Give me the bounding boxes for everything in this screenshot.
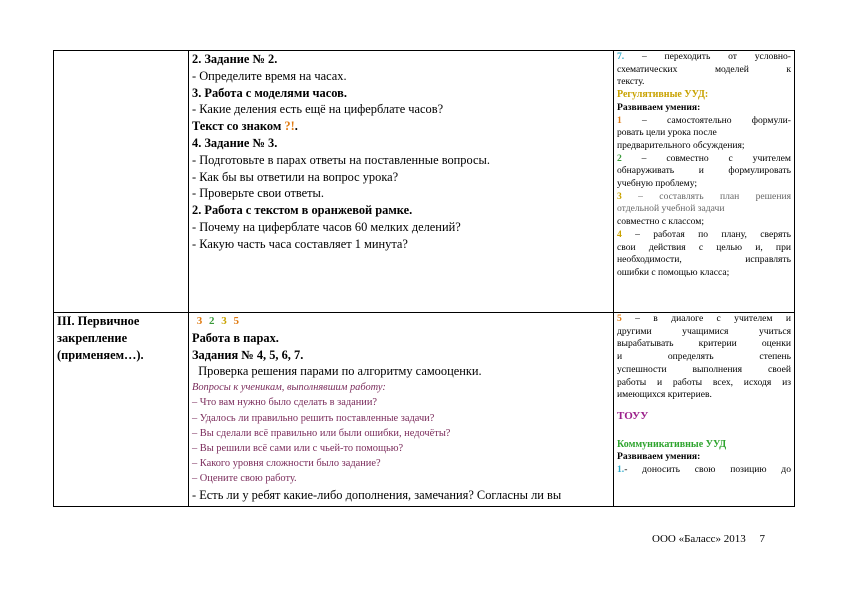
additions-line: - Есть ли у ребят какие-либо дополнения, замечания? Согласны ли вы [192,487,562,502]
clock-question: - Какие деления есть ещё на циферблате часов? [192,102,444,117]
item-5-line-4: и определять степень [617,351,791,363]
stage-cell [54,313,189,507]
footer-company: ООО «Баласс» 2013 [652,533,746,545]
item-5-line-3: вырабатывать критерии оценки [617,338,791,350]
item-1-line-2: ровать цели урока после [617,127,717,139]
uud-cell [614,313,795,507]
uud-digits: 3 2 3 5 [196,315,241,327]
task-3-line-1: - Подготовьте в парах ответы на поставленные вопросы. [192,152,490,167]
item-5-line-7: имеющихся критериев. [617,389,712,401]
sign-mark: ?! [284,119,295,134]
check-line: Проверка решения парами по алгоритму самооценки. [192,364,482,379]
stage-title-line-1: III. Первичное [57,314,140,328]
orange-frame-q2: - Какую часть часа составляет 1 минута? [192,236,408,251]
develop-label: Развиваем умения: [617,101,701,113]
page-footer [652,533,765,545]
stage-cell-empty [54,51,189,313]
stage-title-line-2: закрепление [57,331,128,345]
item-3-line-1: 3 – составлять план решения [617,190,791,202]
task-3-line-2: - Как бы вы ответили на вопрос урока? [192,169,399,184]
comm-item-1-line: 1.- доносить свою позицию до [617,464,791,476]
item-3-line-2: отдельной учебной задачи [617,203,725,215]
item-5-line-5: успешности выполнения своей [617,363,791,375]
question-item: – Что вам нужно было сделать в задании? [192,397,378,409]
activity-cell [189,51,614,313]
uud-cell [614,51,795,313]
orange-frame-q1: - Почему на циферблате часов 60 мелких делений? [192,219,461,234]
questions-heading: Вопросы к ученикам, выполнявшим работу: [192,382,386,394]
item-2-line-2: обнаруживать и формулировать [617,165,791,177]
activity-cell [189,313,614,507]
regulative-heading: Регулятивные УУД: [617,89,709,101]
table-row [54,51,795,313]
item-4-line-2: свои действия с целью и, при [617,241,791,253]
develop-label: Развиваем умения: [617,451,701,463]
lesson-table [53,50,795,507]
table-row [54,313,795,507]
question-item: – Оцените свою работу. [192,473,297,485]
item-7-line-1: 7. – переходить от условно- [617,51,791,62]
task-2-line: - Определите время на часах. [192,68,347,83]
task-3-line-3: - Проверьте свои ответы. [192,186,324,201]
item-7-line-2: схематических моделей к [617,63,791,75]
stage-title-line-3: (применяем…). [57,348,144,362]
sign-text-heading: Текст со знаком ?!. [192,119,298,134]
question-item: – Какого уровня сложности было задание? [192,458,381,470]
item-1-line-3: предварительного обсуждения; [617,139,745,151]
item-2-line-1: 2 – совместно с учителем [617,152,791,164]
item-4-line-4: ошибки с помощью класса; [617,266,730,278]
item-7-line-3: тексту. [617,76,645,88]
item-4-line-3: необходимости, исправлять [617,254,791,266]
item-5-line-6: работы и работы всех, исходя из [617,376,791,388]
item-5-line-1: 5 – в диалоге с учителем и [617,313,791,324]
pair-work-heading: Работа в парах. [192,330,279,345]
clock-models-heading: 3. Работа с моделями часов. [192,85,347,100]
item-1-line-1: 1 – самостоятельно формули- [617,114,791,126]
item-4-line-1: 4 – работая по плану, сверять [617,228,791,240]
task-2-heading: 2. Задание № 2. [192,52,278,66]
toyu-label: ТОУУ [617,409,649,422]
tasks-heading: Задания № 4, 5, 6, 7. [192,347,304,362]
item-5-line-2: другими учащимися учиться [617,325,791,337]
question-item: – Вы сделали всё правильно или были ошибки, недочёты? [192,427,451,439]
question-item: – Вы решили всё сами или с чьей-то помощью? [192,443,404,454]
task-3-heading: 4. Задание № 3. [192,135,278,150]
page-number: 7 [759,533,766,545]
orange-frame-heading: 2. Работа с текстом в оранжевой рамке. [192,203,413,218]
item-3-line-3: совместно с классом; [617,216,704,228]
question-item: – Удалось ли правильно решить поставленные задачи? [192,412,435,424]
item-2-line-3: учебную проблему; [617,178,698,190]
communicative-heading: Коммуникативные УУД [617,438,727,450]
